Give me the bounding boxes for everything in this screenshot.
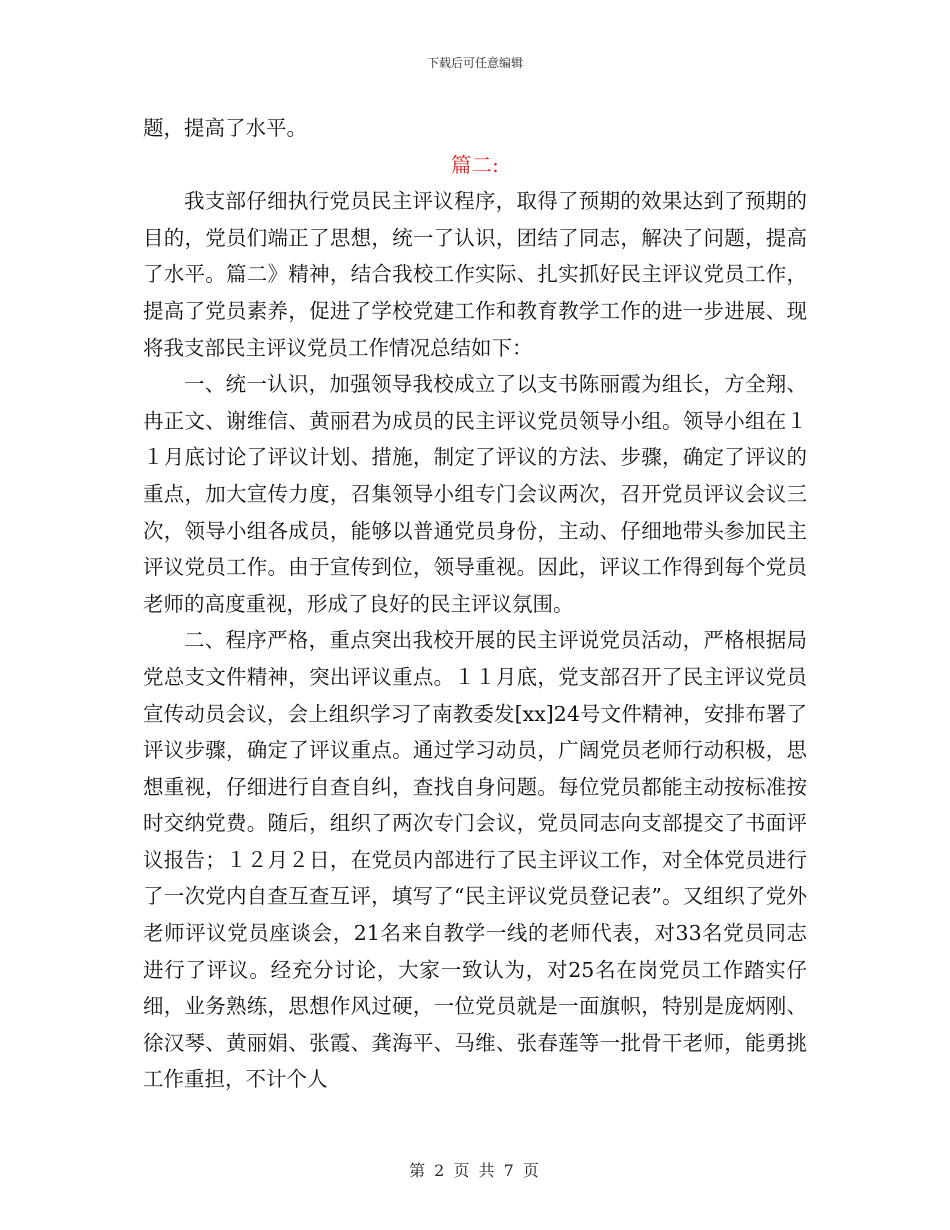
document-body bbox=[143, 110, 807, 1098]
paragraph-section-one: 一、统一认识，加强领导我校成立了以支书陈丽霞为组长，方全翔、冉正文、谢维信、黄丽君为成员的民主评议党员领导小组。领导小组在１１月底讨论了评议计划、措施，制定了评议的方法、步骤，确定了评议的重点，加大宣传力度，召集领导小组专门会议两次，召开党员评议会议三次，领导小组各成员，能够以普通党员身份，主动、仔细地带头参加民主评议党员工作。由于宣传到位，领导重视。因此，评议工作得到每个党员老师的高度重视，形成了良好的民主评议氛围。 bbox=[143, 372, 807, 616]
paragraph-section-two: 二、程序严格，重点突出我校开展的民主评说党员活动，严格根据局党总支文件精神，突出评议重点。１１月底，党支部召开了民主评议党员宣传动员会议，会上组织学习了南教委发[xx]24号文件精神，安排布署了评议步骤，确定了评议重点。通过学习动员，广阔党员老师行动积极，思想重视，仔细进行自查自纠，查找自身问题。每位党员都能主动按标准按时交纳党费。随后，组织了两次专门会议，党员同志向支部提交了书面评议报告；１２月２日，在党员内部进行了民主评议工作，对全体党员进行了一次党内自查互查互评，填写了“民主评议党员登记表”。又组织了党外老师评议党员座谈会，21名来自教学一线的老师代表，对33名党员同志进行了评议。经充分讨论，大家一致认为，对25名在岗党员工作踏实仔细，业务熟练，思想作风过硬，一位党员就是一面旗帜，特别是庞炳刚、徐汉琴、黄丽娟、张霞、龚海平、马维、张春莲等一批骨干老师，能勇挑工作重担，不计个人 bbox=[143, 628, 807, 1092]
page-number-footer: 第 2 页 共 7 页 bbox=[409, 1161, 541, 1180]
section-title: 篇二: bbox=[451, 152, 499, 177]
page-header: 下载后可任意编辑 bbox=[426, 56, 523, 70]
paragraph-intro: 我支部仔细执行党员民主评议程序，取得了预期的效果达到了预期的目的，党员们端正了思想，统一了认识，团结了同志，解决了问题，提高了水平。篇二》精神，结合我校工作实际、扎实抓好民主评议党员工作，提高了党员素养，促进了学校党建工作和教育教学工作的进一步进展、现将我支部民主评议党员工作情况总结如下： bbox=[143, 189, 807, 360]
lead-fragment: 题，提高了水平。 bbox=[143, 116, 307, 140]
